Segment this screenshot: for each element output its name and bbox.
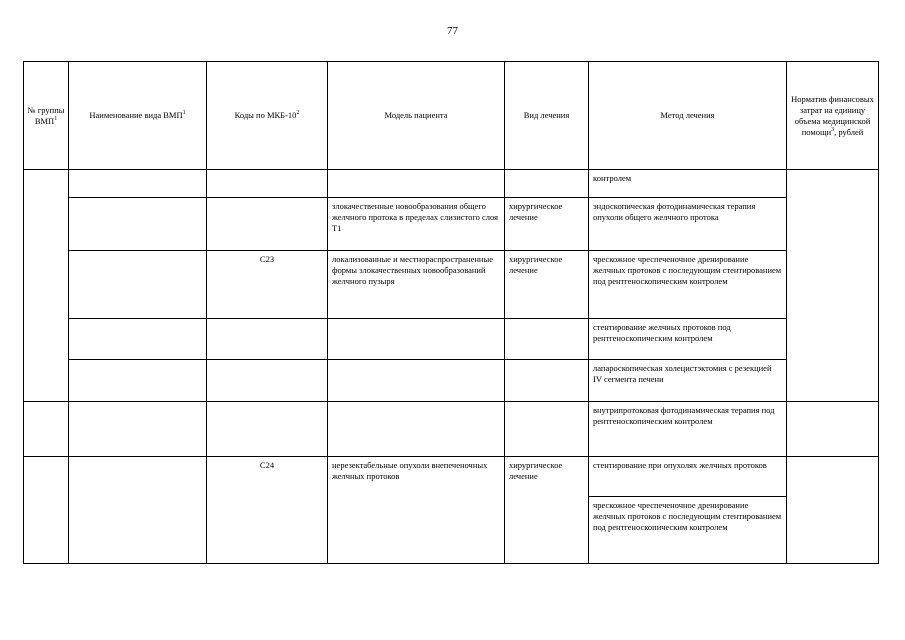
cell-type xyxy=(505,170,589,198)
cell-group xyxy=(24,457,69,564)
cell-model xyxy=(328,360,505,402)
cell-code: C23 xyxy=(207,251,328,319)
cell-method: внутрипротоковая фотодинамическая терапия под рентгеноскопическим контролем xyxy=(589,402,787,457)
cell-vmp-name xyxy=(69,360,207,402)
cell-model: локализованные и местнораспространенные формы злокачественных новообразований желчного пузыря xyxy=(328,251,505,319)
header-treatment-method: Метод лечения xyxy=(589,62,787,170)
cell-method: лапароскопическая холецистэктомия с резекцией IV сегмента печени xyxy=(589,360,787,402)
cell-method: стентирование при опухолях желчных протоков xyxy=(589,457,787,497)
cell-vmp-name xyxy=(69,319,207,360)
cell-code xyxy=(207,170,328,198)
header-financial-norm: Норматив финансовых затрат на единицу объема медицинской помощи$^3$, рублей xyxy=(787,62,879,170)
cell-model: нерезектабельные опухоли внепеченочных желчных протоков xyxy=(328,457,505,564)
cell-type: хирургическое лечение xyxy=(505,251,589,319)
cell-group xyxy=(24,170,69,402)
cell-model: злокачественные новообразования общего желчного протока в пределах слизистого слоя T1 xyxy=(328,198,505,251)
cell-vmp-name xyxy=(69,198,207,251)
cell-model xyxy=(328,402,505,457)
cell-method: чрескожное чреспеченочное дренирование желчных протоков с последующим стентированием под рентгеноскопическим контролем xyxy=(589,251,787,319)
cell-type xyxy=(505,319,589,360)
cell-model xyxy=(328,170,505,198)
table-row xyxy=(24,402,879,457)
header-mkb-codes: Коды по МКБ-$10^2$ xyxy=(207,62,328,170)
cell-method: эндоскопическая фотодинамическая терапия опухоли общего желчного протока xyxy=(589,198,787,251)
table-row xyxy=(24,198,879,251)
cell-vmp-name xyxy=(69,457,207,564)
cell-vmp-name xyxy=(69,402,207,457)
cell-code: C24 xyxy=(207,457,328,564)
cell-model xyxy=(328,319,505,360)
cell-norm xyxy=(787,457,879,564)
cell-code xyxy=(207,198,328,251)
cell-code xyxy=(207,402,328,457)
table-row xyxy=(24,251,879,319)
cell-norm xyxy=(787,170,879,402)
cell-method: контролем xyxy=(589,170,787,198)
cell-method: стентирование желчных протоков под рентгеноскопическим контролем xyxy=(589,319,787,360)
table-row xyxy=(24,457,879,497)
table-row xyxy=(24,319,879,360)
cell-type: хирургическое лечение xyxy=(505,457,589,564)
cell-type xyxy=(505,360,589,402)
cell-type xyxy=(505,402,589,457)
header-treatment-type: Вид лечения xyxy=(505,62,589,170)
cell-code xyxy=(207,360,328,402)
cell-code xyxy=(207,319,328,360)
cell-norm xyxy=(787,402,879,457)
header-group-no: № группы ВМП$^1$ xyxy=(24,62,69,170)
header-patient-model: Модель пациента xyxy=(328,62,505,170)
table-row xyxy=(24,360,879,402)
cell-vmp-name xyxy=(69,251,207,319)
cell-method: чрескожное чреспеченочное дренирование желчных протоков с последующим стентированием под рентгеноскопическим контролем xyxy=(589,497,787,564)
vmp-table xyxy=(23,61,879,564)
cell-vmp-name xyxy=(69,170,207,198)
cell-group xyxy=(24,402,69,457)
header-vmp-name: Наименование вида ВМП$^1$ xyxy=(69,62,207,170)
header-row xyxy=(24,62,879,170)
table-row xyxy=(24,170,879,198)
cell-type: хирургическое лечение xyxy=(505,198,589,251)
page-number: 77 xyxy=(447,25,458,37)
